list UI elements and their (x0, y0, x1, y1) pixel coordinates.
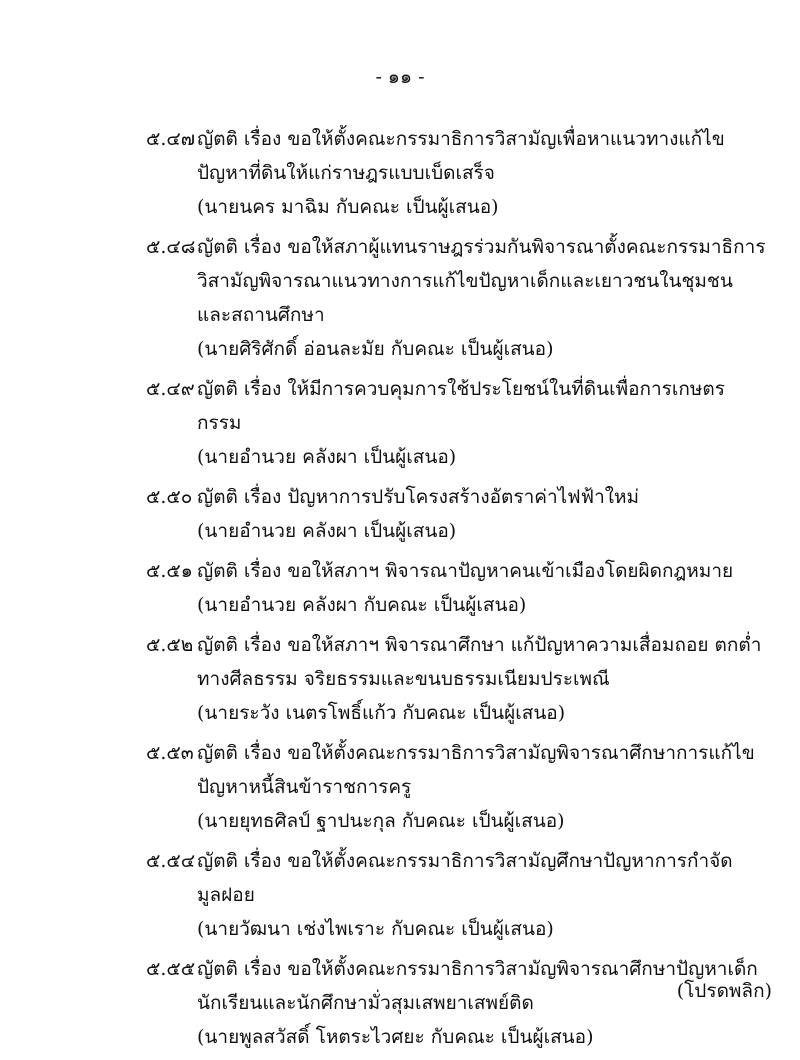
agenda-list (146, 122, 766, 1060)
agenda-item (146, 372, 766, 474)
item-number: ๕.๔๗ (146, 128, 196, 150)
item-title: ญัตติ เรื่อง ขอให้สภาฯ พิจารณาปัญหาคนเข้าเมืองโดยผิดกฎหมาย (197, 560, 734, 582)
item-number: ๕.๕๐ (146, 486, 193, 508)
item-title: ญัตติ เรื่อง ขอให้ตั้งคณะกรรมาธิการวิสามัญพิจารณาศึกษาการแก้ไขปัญหาหนี้สินข้าราชการครู (197, 742, 755, 798)
item-number: ๕.๕๔ (146, 850, 196, 872)
agenda-item (146, 628, 766, 730)
item-proposer: (นายอำนวย คลังผา กับคณะ เป็นผู้เสนอ) (197, 594, 527, 616)
item-title: ญัตติ เรื่อง ขอให้ตั้งคณะกรรมาธิการวิสามัญศึกษาปัญหาการกำจัดมูลฝอย (197, 850, 733, 906)
item-number: ๕.๕๕ (146, 958, 196, 980)
item-proposer: (นายยุทธศิลป์ ฐาปนะกุล กับคณะ เป็นผู้เสนอ) (197, 810, 565, 832)
item-title: ญัตติ เรื่อง ขอให้สภาผู้แทนราษฎรร่วมกันพิจารณาตั้งคณะกรรมาธิการวิสามัญพิจารณาแนวทางการแก้ไขปัญหาเด็กและเยาวชนในชุมชนและสถานศึกษา (197, 236, 766, 326)
item-number: ๕.๔๙ (146, 378, 195, 400)
please-turn-over-note: (โปรดพลิก) (676, 980, 772, 1002)
agenda-item (146, 952, 766, 1054)
item-proposer: (นายระวัง เนตรโพธิ์แก้ว กับคณะ เป็นผู้เสนอ) (197, 702, 566, 724)
agenda-item (146, 736, 766, 838)
item-title: ญัตติ เรื่อง ขอให้ตั้งคณะกรรมาธิการวิสามัญพิจารณาศึกษาปัญหาเด็กนักเรียนและนักศึกษามั่วสุมเสพยาเสพย์ติด (197, 958, 758, 1014)
item-proposer: (นายวัฒนา เช่งไพเราะ กับคณะ เป็นผู้เสนอ) (197, 918, 554, 940)
item-title: ญัตติ เรื่อง ปัญหาการปรับโครงสร้างอัตราค่าไฟฟ้าใหม่ (197, 486, 640, 508)
item-title: ญัตติ เรื่อง ขอให้สภาฯ พิจารณาศึกษา แก้ปัญหาความเสื่อมถอย ตกต่ำทางศีลธรรม จริยธรรมและขนบธรรมเนียมประเพณี (197, 634, 762, 690)
agenda-item (146, 480, 766, 548)
item-proposer: (นายอำนวย คลังผา เป็นผู้เสนอ) (197, 520, 457, 542)
agenda-item (146, 230, 766, 366)
item-title: ญัตติ เรื่อง ให้มีการควบคุมการใช้ประโยชน์ในที่ดินเพื่อการเกษตรกรรม (197, 378, 725, 434)
item-title: ญัตติ เรื่อง ขอให้ตั้งคณะกรรมาธิการวิสามัญเพื่อหาแนวทางแก้ไขปัญหาที่ดินให้แก่ราษฎรแบบเบ็ดเสร็จ (197, 128, 725, 184)
item-proposer: (นายศิริศักดิ์ อ่อนละมัย กับคณะ เป็นผู้เสนอ) (197, 338, 554, 360)
item-number: ๕.๔๘ (146, 236, 196, 258)
agenda-item (146, 122, 766, 224)
agenda-item (146, 554, 766, 622)
item-proposer: (นายอำนวย คลังผา เป็นผู้เสนอ) (197, 446, 457, 468)
item-number: ๕.๕๑ (146, 560, 193, 582)
agenda-item (146, 844, 766, 946)
item-number: ๕.๕๓ (146, 742, 194, 764)
item-number: ๕.๕๒ (146, 634, 194, 656)
item-proposer: (นายพูลสวัสดิ์ โหตระไวศยะ กับคณะ เป็นผู้เสนอ) (197, 1026, 594, 1048)
item-proposer: (นายนคร มาฉิม กับคณะ เป็นผู้เสนอ) (197, 196, 499, 218)
page-number: - ๑๑ - (375, 66, 425, 88)
